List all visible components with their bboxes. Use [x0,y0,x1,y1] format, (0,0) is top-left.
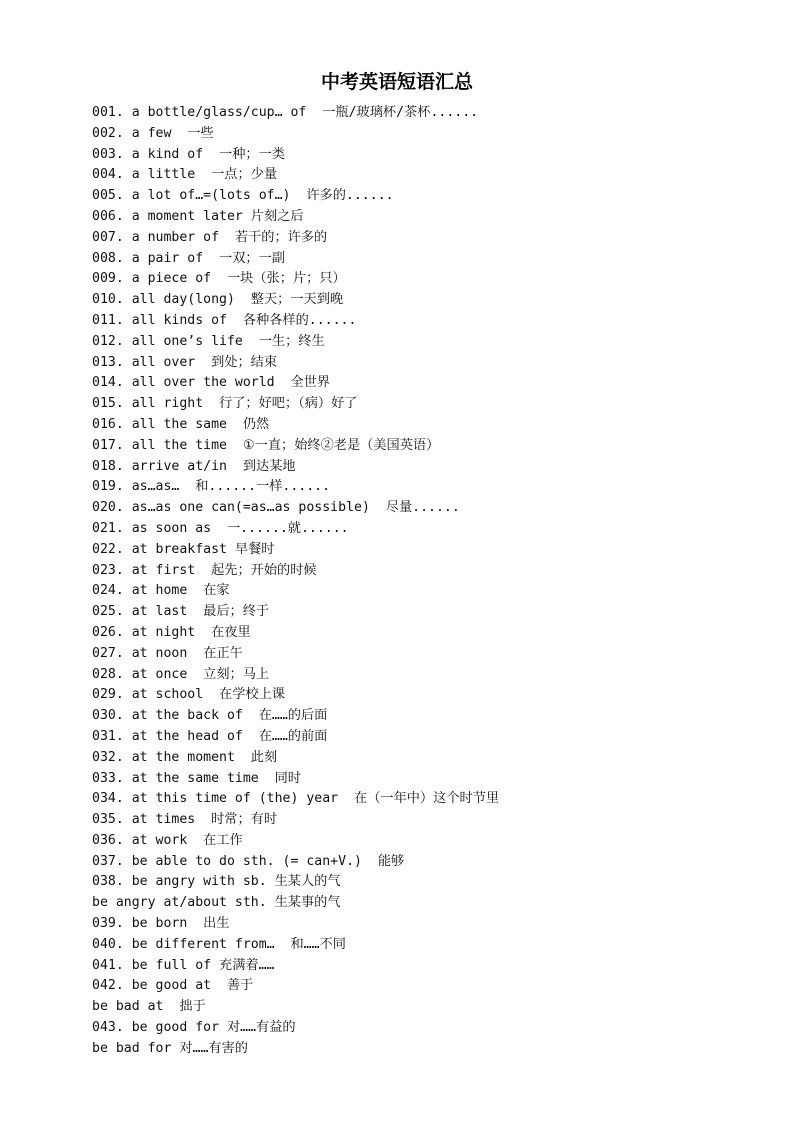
phrase-line: 005. a lot of…=(lots of…) 许多的...... [92,188,394,204]
phrase-line: 008. a pair of 一双；一副 [92,250,285,266]
phrase-line: 002. a few 一些 [92,125,214,141]
phrase-line: 009. a piece of 一块（张；片；只） [92,271,346,287]
phrase-list [92,103,772,1060]
phrase-line: 029. at school 在学校上课 [92,687,285,703]
phrase-line: 006. a moment later 片刻之后 [92,208,304,224]
phrase-line: 028. at once 立刻；马上 [92,666,270,682]
document-title: 中考英语短语汇总 [320,71,473,93]
phrase-line: 031. at the head of 在……的前面 [92,728,328,744]
phrase-line: 013. all over 到处；结束 [92,354,278,370]
phrase-line: be bad for 对……有害的 [92,1040,248,1056]
phrase-line: 032. at the moment 此刻 [92,749,278,765]
phrase-line: 016. all the same 仍然 [92,416,270,432]
phrase-line: be angry at/about sth. 生某事的气 [92,895,341,911]
phrase-line: be bad at 拙于 [92,999,206,1015]
phrase-line: 015. all right 行了；好吧；（病）好了 [92,396,358,412]
phrase-line: 014. all over the world 全世界 [92,375,331,391]
phrase-line: 010. all day(long) 整天；一天到晚 [92,292,344,308]
phrase-line: 020. as…as one can(=as…as possible) 尽量...... [92,500,460,516]
phrase-line: 023. at first 起先；开始的时候 [92,562,317,578]
phrase-line: 003. a kind of 一种；一类 [92,146,285,162]
phrase-line: 024. at home 在家 [92,583,230,599]
phrase-line: 039. be born 出生 [92,916,230,932]
phrase-line: 043. be good for 对……有益的 [92,1020,296,1036]
phrase-line: 012. all one’s life 一生；终生 [92,333,325,349]
phrase-line: 042. be good at 善于 [92,978,254,994]
phrase-line: 034. at this time of (the) year 在（一年中）这个时节里 [92,791,500,807]
phrase-line: 027. at noon 在正午 [92,645,243,661]
phrase-line: 001. a bottle/glass/cup… of 一瓶/玻璃杯/茶杯...... [92,105,479,120]
phrase-line: 019. as…as… 和......一样...... [92,479,331,495]
phrase-line: 037. be able to do sth. (= can+V.) 能够 [92,853,405,869]
phrase-line: 035. at times 时常；有时 [92,812,278,828]
phrase-line: 017. all the time ①一直；始终②老是（美国英语） [92,437,440,453]
phrase-line: 025. at last 最后；终于 [92,604,270,620]
phrase-line: 021. as soon as 一......就...... [92,520,349,536]
phrase-line: 007. a number of 若干的；许多的 [92,229,328,245]
phrase-line: 030. at the back of 在……的后面 [92,708,328,724]
phrase-line: 041. be full of 充满着…… [92,957,275,973]
phrase-line: 036. at work 在工作 [92,832,243,848]
phrase-line: 011. all kinds of 各种各样的...... [92,312,357,328]
phrase-line: 033. at the same time 同时 [92,770,301,786]
phrase-line: 038. be angry with sb. 生某人的气 [92,874,341,890]
phrase-line: 022. at breakfast 早餐时 [92,541,275,557]
phrase-line: 040. be different from… 和……不同 [92,936,346,952]
phrase-line: 026. at night 在夜里 [92,624,251,640]
phrase-line: 004. a little 一点；少量 [92,167,278,183]
phrase-line: 018. arrive at/in 到达某地 [92,458,296,474]
